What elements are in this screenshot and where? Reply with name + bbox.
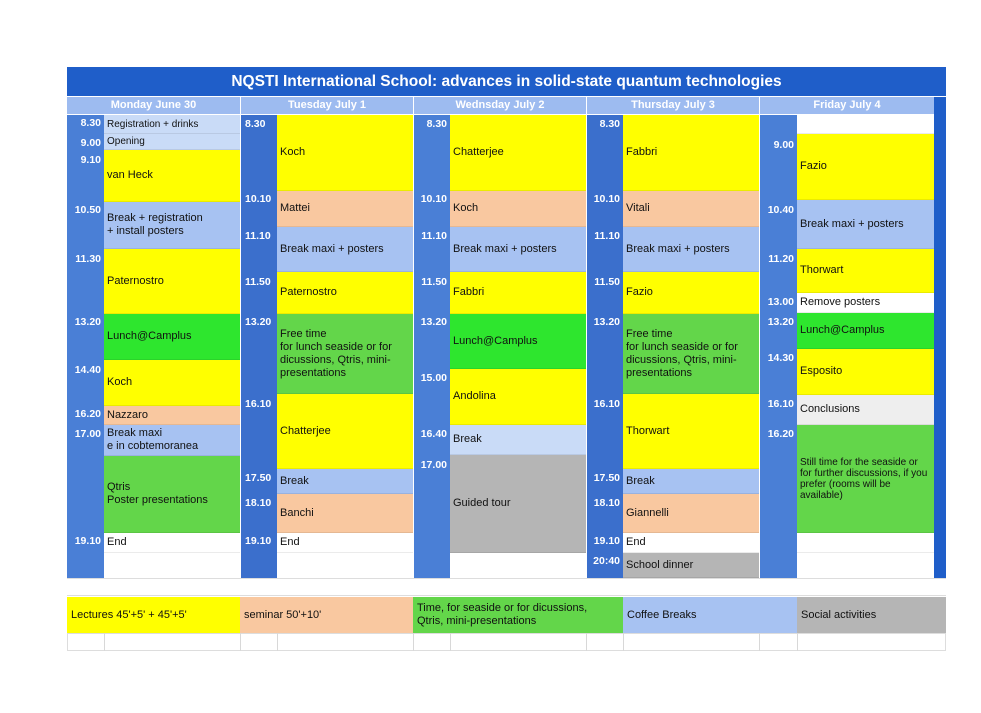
time-label: 19.10 xyxy=(593,535,620,547)
monday-time-column xyxy=(67,115,104,578)
event-lecture: Chatterjee xyxy=(450,115,586,191)
grid-divider xyxy=(104,633,105,651)
empty-slot xyxy=(797,533,934,553)
event-seminar: Giannelli xyxy=(623,494,759,533)
event-conclusions: Conclusions xyxy=(797,395,934,425)
event-lecture: van Heck xyxy=(104,150,240,202)
day-header-tuesday: Tuesday July 1 xyxy=(241,97,413,114)
time-label: 18.10 xyxy=(593,497,620,509)
time-label: 11.20 xyxy=(768,253,794,265)
day-header-wednesday: Wednsday July 2 xyxy=(414,97,586,114)
time-label: 11.10 xyxy=(594,230,620,242)
event-seminar: Vitali xyxy=(623,191,759,227)
event-end: End xyxy=(623,533,759,553)
event-lecture: Paternostro xyxy=(277,272,413,314)
event-break: Break maxi + posters xyxy=(277,227,413,272)
day-header-thursday: Thursday July 3 xyxy=(587,97,759,114)
event-opening: Opening xyxy=(104,134,240,150)
event-break: Break + registration + install posters xyxy=(104,202,240,249)
grid-divider xyxy=(450,633,451,651)
event-lunch: Lunch@Camplus xyxy=(450,314,586,369)
time-label: 18.10 xyxy=(245,497,272,509)
time-label: 14.40 xyxy=(74,364,101,376)
legend-seminar: seminar 50'+10' xyxy=(240,597,413,633)
page-title: NQSTI International School: advances in solid-state quantum technologies xyxy=(67,67,946,96)
time-label: 10.10 xyxy=(420,193,447,205)
event-lunch: Lunch@Camplus xyxy=(797,313,934,349)
time-label: 11.50 xyxy=(245,276,271,288)
time-label: 8.30 xyxy=(599,118,620,130)
time-label: 13.20 xyxy=(593,316,620,328)
time-label: 17.00 xyxy=(74,428,101,440)
event-lecture: Fabbri xyxy=(623,115,759,191)
grid-divider xyxy=(586,633,587,651)
event-poster-session: Qtris Poster presentations xyxy=(104,456,240,533)
legend-coffee-breaks: Coffee Breaks xyxy=(623,597,797,633)
event-break: Break maxi + posters xyxy=(450,227,586,272)
event-seminar: Koch xyxy=(450,191,586,227)
time-label: 17.50 xyxy=(245,472,272,484)
time-label: 8.30 xyxy=(245,118,266,130)
bottom-empty-row xyxy=(67,633,946,651)
event-guided-tour: Guided tour xyxy=(450,455,586,553)
time-label: 20:40 xyxy=(593,555,620,567)
time-label: 16.10 xyxy=(593,398,620,410)
time-label: 11.10 xyxy=(421,230,447,242)
time-label: 17.50 xyxy=(593,472,620,484)
event-end: End xyxy=(277,533,413,553)
event-break: Break maxi e in cobtemoranea xyxy=(104,425,240,456)
time-label: 13.20 xyxy=(420,316,447,328)
grid-divider xyxy=(797,633,798,651)
event-lecture: Koch xyxy=(104,360,240,406)
time-label: 11.30 xyxy=(75,253,101,265)
event-lecture: Fazio xyxy=(623,272,759,314)
event-lecture: Esposito xyxy=(797,349,934,395)
event-break: Break maxi + posters xyxy=(623,227,759,272)
time-label: 16.10 xyxy=(245,398,272,410)
time-label: 13.20 xyxy=(74,316,101,328)
time-label: 13.20 xyxy=(767,316,794,328)
event-end: End xyxy=(104,533,240,553)
grid-divider xyxy=(240,633,241,651)
time-label: 10.10 xyxy=(593,193,620,205)
grid-divider xyxy=(277,633,278,651)
event-lecture: Fabbri xyxy=(450,272,586,314)
event-free-time: Free time for lunch seaside or for dicussions, Qtris, mini-presentations xyxy=(623,314,759,394)
time-label: 13.00 xyxy=(767,296,794,308)
event-free-time: Still time for the seaside or for further discussions, if you prefer (rooms will be available) xyxy=(797,425,934,533)
day-header-friday: Friday July 4 xyxy=(760,97,934,114)
time-label: 9.00 xyxy=(80,137,101,149)
time-label: 16.40 xyxy=(420,428,447,440)
time-label: 14.30 xyxy=(767,352,794,364)
time-label: 11.50 xyxy=(421,276,447,288)
event-registration: Registration + drinks xyxy=(104,115,240,134)
event-break: Break maxi + posters xyxy=(797,200,934,249)
time-label: 17.00 xyxy=(420,459,447,471)
event-remove-posters: Remove posters xyxy=(797,293,934,313)
event-lecture: Thorwart xyxy=(623,394,759,469)
day-header-monday: Monday June 30 xyxy=(67,97,240,114)
event-break: Break xyxy=(450,425,586,455)
right-border xyxy=(934,97,946,579)
event-lecture: Paternostro xyxy=(104,249,240,314)
time-label: 19.10 xyxy=(245,535,272,547)
event-lecture: Thorwart xyxy=(797,249,934,293)
event-break: Break xyxy=(623,469,759,494)
time-label: 10.50 xyxy=(74,204,101,216)
time-label: 10.40 xyxy=(767,204,794,216)
friday-time-column xyxy=(760,115,797,578)
legend-social: Social activities xyxy=(797,597,946,633)
time-label: 15.00 xyxy=(420,372,447,384)
event-lecture: Koch xyxy=(277,115,413,191)
event-free-time: Free time for lunch seaside or for dicussions, Qtris, mini-presentations xyxy=(277,314,413,394)
time-label: 11.10 xyxy=(245,230,271,242)
event-break: Break xyxy=(277,469,413,494)
grid-divider xyxy=(413,633,414,651)
time-label: 9.10 xyxy=(80,154,101,166)
wednesday-time-column xyxy=(414,115,450,578)
legend-lectures: Lectures 45'+5' + 45'+5' xyxy=(67,597,240,633)
event-seminar: Banchi xyxy=(277,494,413,533)
time-label: 16.20 xyxy=(767,428,794,440)
legend-free-time: Time, for seaside or for dicussions, Qtris, mini-presentations xyxy=(413,597,623,633)
time-label: 16.10 xyxy=(767,398,794,410)
time-label: 19.10 xyxy=(74,535,101,547)
event-school-dinner: School dinner xyxy=(623,553,759,578)
time-label: 11.50 xyxy=(594,276,620,288)
time-label: 16.20 xyxy=(74,408,101,420)
time-label: 13.20 xyxy=(245,316,272,328)
spacer-row xyxy=(67,578,946,596)
grid-divider xyxy=(759,633,760,651)
time-label: 8.30 xyxy=(426,118,447,130)
time-label: 8.30 xyxy=(80,117,101,129)
grid-divider xyxy=(623,633,624,651)
event-lecture: Fazio xyxy=(797,134,934,200)
event-lecture: Andolina xyxy=(450,369,586,425)
empty-slot xyxy=(797,115,934,134)
event-seminar: Mattei xyxy=(277,191,413,227)
time-label: 10.10 xyxy=(245,193,272,205)
event-lunch: Lunch@Camplus xyxy=(104,314,240,360)
event-seminar: Nazzaro xyxy=(104,406,240,425)
event-lecture: Chatterjee xyxy=(277,394,413,469)
time-label: 9.00 xyxy=(773,139,794,151)
